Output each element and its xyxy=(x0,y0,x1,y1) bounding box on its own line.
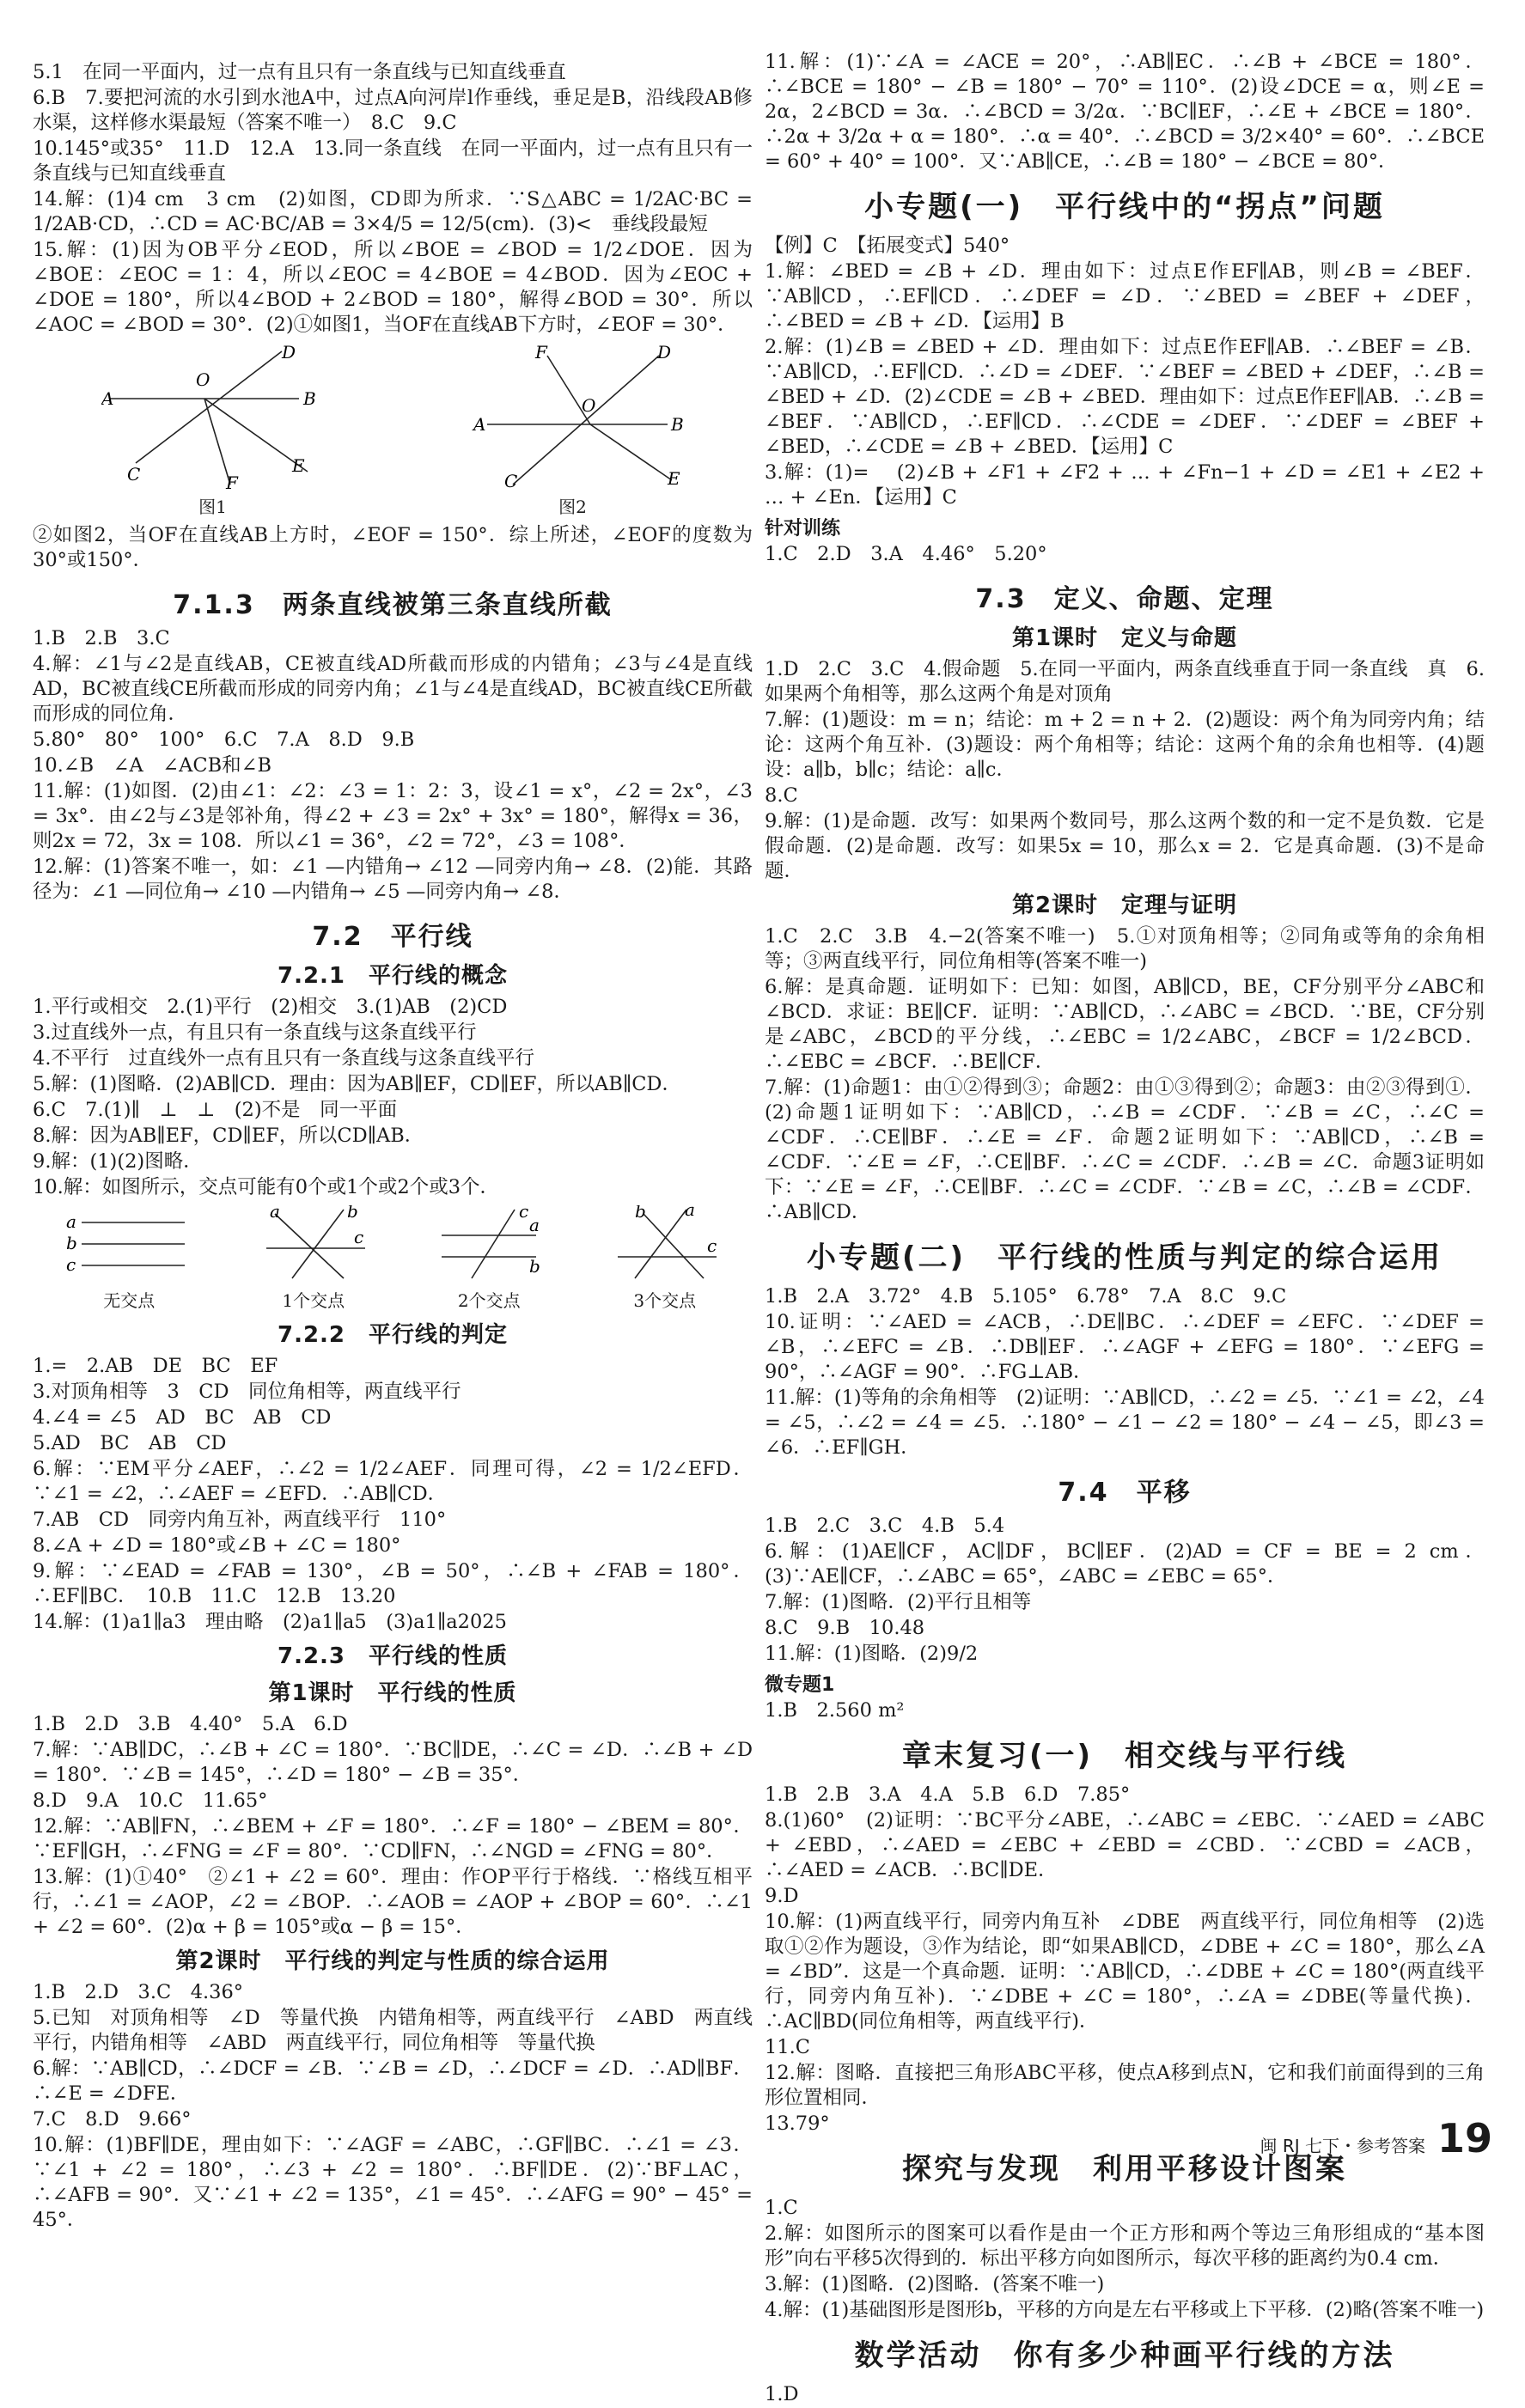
subsection-heading-7-2-1: 7.2.1 平行线的概念 xyxy=(277,963,509,989)
answer-line: 6.解：(1)AE∥CF，AC∥DF，BC∥EF．(2)AD = CF = BE = 2 cm．(3)∵AE∥CF，∴∠ABC = 65°，∠ABC = ∠EBC = 65°． xyxy=(765,1540,1485,1588)
answer-line: 9.解：(1)(2)图略． xyxy=(33,1150,203,1173)
answer-line: 1.C xyxy=(765,2197,798,2219)
answers-block-5 xyxy=(33,1354,753,1635)
figure-no-intersection xyxy=(64,1205,193,1312)
answer-line: 4.∠4 = ∠5 AD BC AB CD xyxy=(33,1406,332,1429)
answer-line: 5.AD BC AB CD xyxy=(33,1432,227,1454)
lesson-heading: 第1课时 平行线的性质 xyxy=(268,1680,517,1706)
answer-line: 5.已知 对顶角相等 ∠D 等量代换 内错角相等，两直线平行 ∠ABD 两直线平行，内错角相等 ∠ABD 两直线平行，同位角相等 等量代换 xyxy=(33,2007,753,2054)
answer-line: 3.对顶角相等 3 CD 同位角相等，两直线平行 xyxy=(33,1381,461,1403)
answer-line: 1.C 2.D 3.A 4.46° 5.20° xyxy=(765,543,1047,565)
page-footer xyxy=(1260,2115,1492,2161)
answer-line: 9.D xyxy=(765,1885,799,1907)
svg-text:B: B xyxy=(670,414,684,435)
answer-line: 1.B 2.D 3.C 4.36° xyxy=(33,1981,244,2003)
answer-line: 11.C xyxy=(765,2036,810,2058)
figure-2-caption: 图2 xyxy=(558,497,587,517)
answer-line: 7.解：(1)命题1：由①②得到③；命题2：由①③得到②；命题3：由②③得到①．(2)命题1证明如下：∵AB∥CD，∴∠B = ∠CDF．∵∠B = ∠C，∴∠C = ∠CDF．∴CE∥BF．∴∠E = ∠F．命题2证明如下：∵AB∥CD，∴∠B = ∠CDF．∵∠E = ∠F，∴CE∥BF．∴∠C = ∠CDF．∴∠B = ∠C．命题3证明如下：∵∠E = ∠F，∴CE∥BF．∴∠C = ∠CDF．∵∠B = ∠C，∴∠B = ∠CDF．∴AB∥CD． xyxy=(765,1076,1485,1223)
answer-line: 10.解：(1)BF∥DE，理由如下：∵∠AGF = ∠ABC，∴GF∥BC．∴∠1 = ∠3．∵∠1 + ∠2 = 180°，∴∠3 + ∠2 = 180°．∴BF∥DE．(2)∵BF⊥AC，∴∠AFB = 90°．又∵∠1 + ∠2 = 135°，∠1 = 45°．∴∠AFG = 90° − 45° = 45°． xyxy=(33,2134,753,2231)
answers-block-r2 xyxy=(765,234,1485,510)
svg-text:O: O xyxy=(581,395,595,416)
svg-text:F: F xyxy=(225,472,238,489)
svg-text:a: a xyxy=(66,1211,77,1232)
svg-text:A: A xyxy=(101,388,113,409)
answer-line: 11.解：(1)∵∠A = ∠ACE = 20°，∴AB∥EC．∴∠B + ∠BCE = 180°．∴∠BCE = 180° − ∠B = 180° − 70° = 110°．(2)设∠DCE = α，则∠E = 2α，2∠BCD = 3α．∴∠BCD = 3/2α．∵BC∥EF，∴∠E + ∠BCE = 180°．∴2α + 3/2α + α = 180°．∴α = 40°．∴∠BCD = 3/2×40° = 60°．∴∠BCE = 60° + 40° = 100°．又∵AB∥CE，∴∠B = 180° − ∠BCE = 80°． xyxy=(765,51,1485,173)
answer-line: 12.解：(1)答案不唯一，如：∠1 —内错角→ ∠12 —同旁内角→ ∠8．(2)能．其路径为：∠1 —同位角→ ∠10 —内错角→ ∠5 —同旁内角→ ∠8． xyxy=(33,856,753,903)
intersection-label: 1个交点 xyxy=(282,1290,345,1311)
answer-line: 3.解：(1)图略．(2)图略．(答案不唯一) xyxy=(765,2273,1105,2295)
lesson-heading: 第1课时 定义与命题 xyxy=(1011,625,1238,651)
right-column xyxy=(765,50,1485,2408)
answer-line: 1.B 2.A 3.72° 4.B 5.105° 6.78° 7.A 8.C 9.C xyxy=(765,1285,1287,1308)
micro-topic-heading: 微专题1 xyxy=(765,1674,835,1696)
answer-line: 12.解：图略．直接把三角形ABC平移，使点A移到点N，它和我们前面得到的三角形位置相同． xyxy=(765,2062,1485,2109)
figure-2 xyxy=(461,343,685,518)
answer-line: 1.B 2.B 3.C xyxy=(33,627,170,649)
answers-block-r10 xyxy=(765,2196,1485,2323)
topic-heading-1: 小专题(一) 平行线中的“拐点”问题 xyxy=(864,190,1385,224)
answer-line: 2.解：如图所示的图案可以看作是由一个正方形和两个等边三角形组成的“基本图形”向右平移5次得到的．标出平移方向如图所示，每次平移的距离约为0.4 cm． xyxy=(765,2222,1485,2270)
svg-text:c: c xyxy=(706,1235,717,1256)
answers-block-6 xyxy=(33,1712,753,1940)
answer-line: 14.解：(1)4 cm 3 cm (2)如图，CD即为所求．∵S△ABC = 1/2AC·BC = 1/2AB·CD，∴CD = AC·BC/AB = 3×4/5 = 12/5(cm)．(3)< 垂线段最短 xyxy=(33,188,753,235)
answer-line: 8.D 9.A 10.C 11.65° xyxy=(33,1789,268,1812)
subsection-heading-7-2-2: 7.2.2 平行线的判定 xyxy=(277,1322,509,1348)
answer-line: 6.B 7.要把河流的水引到水池A中，过点A向河岸l作垂线，垂足是B，沿线段AB修水渠，这样修水渠最短（答案不唯一） 8.C 9.C xyxy=(33,87,753,134)
answer-line: 1.B 2.B 3.A 4.A 5.B 6.D 7.85° xyxy=(765,1783,1131,1806)
answers-block-r6 xyxy=(765,1284,1485,1460)
svg-text:E: E xyxy=(667,468,680,489)
intersection-label: 3个交点 xyxy=(633,1290,697,1311)
answer-line: 9.解：(1)是命题．改写：如果两个数同号，那么这两个数的和一定不是负数．它是假命题．(2)是命题．改写：如果5x = 10，那么x = 2．它是真命题．(3)不是命题． xyxy=(765,810,1485,882)
answer-line: 10.解：(1)两直线平行，同旁内角互补 ∠DBE 两直线平行，同位角相等 (2)选取①②作为题设，③作为结论，即“如果AB∥CD，∠DBE + ∠C = 180°，那么∠A = ∠BD”．这是一个真命题．证明：∵AB∥CD，∴∠DBE + ∠C = 180°(两直线平行，同旁内角互补)．∵∠DBE + ∠C = 180°，∴∠A = ∠DBE(等量代换)．∴AC∥BD(同位角相等，两直线平行)． xyxy=(765,1911,1485,2033)
answer-line: 13.79° xyxy=(765,2112,830,2135)
answer-line: 10.证明：∵∠AED = ∠ACB，∴DE∥BC．∴∠DEF = ∠EFC．∵∠DEF = ∠B，∴∠EFC = ∠B．∴DB∥EF．∴∠AGF + ∠EFG = 180°．∵∠EFG = 90°，∴∠AGF = 90°．∴FG⊥AB． xyxy=(765,1311,1485,1383)
explore-heading: 探究与发现 利用平移设计图案 xyxy=(902,2152,1347,2186)
svg-text:a: a xyxy=(269,1205,280,1222)
figure-1 xyxy=(101,343,325,518)
answer-line: 8.C xyxy=(765,784,798,807)
answer-line: 8.∠A + ∠D = 180°或∠B + ∠C = 180° xyxy=(33,1534,401,1557)
answer-line: 11.解：(1)如图．(2)由∠1：∠2：∠3 = 1：2：3，设∠1 = x°，∠2 = 2x°，∠3 = 3x°．由∠2与∠3是邻补角，得∠2 + ∠3 = 2x° + 3x° = 180°，解得x = 36，则2x = 72，3x = 108．所以∠1 = 36°，∠2 = 72°，∠3 = 108°． xyxy=(33,780,753,852)
answers-block-r9 xyxy=(765,1783,1485,2137)
svg-text:A: A xyxy=(473,414,485,435)
left-column xyxy=(33,60,753,2234)
activity-heading: 数学活动 你有多少种画平行线的方法 xyxy=(854,2338,1395,2373)
svg-text:b: b xyxy=(634,1205,646,1222)
answer-line: 15.解：(1)因为OB平分∠EOD，所以∠BOE = ∠BOD = 1/2∠DOE．因为∠BOE：∠EOC = 1：4，所以∠EOC = 4∠BOE = 4∠BOD．因为∠EOC + ∠DOE = 180°，所以4∠BOD + 2∠BOD = 180°，解得∠BOD = 30°．所以∠AOC = ∠BOD = 30°．(2)①如图1，当OF在直线AB下方时，∠EOF = 30°． xyxy=(33,239,753,336)
answer-line: 1.D xyxy=(765,2383,799,2405)
svg-text:a: a xyxy=(684,1205,695,1220)
figure-three-intersections xyxy=(609,1205,721,1312)
answer-line: 7.C 8.D 9.66° xyxy=(33,2108,192,2131)
answer-line: 5.1 在同一平面内，过一点有且只有一条直线与已知直线垂直 xyxy=(33,61,566,83)
chapter-review-heading: 章末复习(一) 相交线与平行线 xyxy=(901,1739,1348,1773)
answer-line: 2.解：(1)∠B = ∠BED + ∠D．理由如下：过点E作EF∥AB．∴∠BEF = ∠B．∵AB∥CD，∴EF∥CD．∴∠D = ∠DEF．∵∠BEF = ∠BED + ∠DEF，∴∠B = ∠BED + ∠D．(2)∠CDE = ∠B + ∠BED．理由如下：过点E作EF∥AB．∴∠B = ∠BEF．∵AB∥CD，∴EF∥CD．∴∠CDE = ∠DEF．∵∠DEF = ∠BEF + ∠BED，∴∠CDE = ∠B + ∠BED．【运用】C xyxy=(765,336,1485,458)
answer-line: 7.AB CD 同旁内角互补，两直线平行 110° xyxy=(33,1509,447,1531)
svg-text:C: C xyxy=(126,464,140,485)
svg-text:b: b xyxy=(346,1205,358,1222)
svg-text:D: D xyxy=(656,343,671,363)
lesson-heading: 第2课时 定理与证明 xyxy=(1011,893,1238,918)
answer-line: 9.解：∵∠EAD = ∠FAB = 130°，∠B = 50°，∴∠B + ∠FAB = 180°．∴EF∥BC． 10.B 11.C 12.B 13.20 xyxy=(33,1560,753,1607)
answer-line: 4.不平行 过直线外一点有且只有一条直线与这条直线平行 xyxy=(33,1047,534,1070)
svg-text:a: a xyxy=(529,1215,540,1235)
drill-heading: 针对训练 xyxy=(765,518,841,540)
subsection-heading-7-2-3: 7.2.3 平行线的性质 xyxy=(277,1643,509,1669)
footer-label: 闽 RJ 七下・参考答案 xyxy=(1260,2136,1425,2156)
figure-1-caption: 图1 xyxy=(198,497,227,517)
answer-line: 1.C 2.C 3.B 4.−2(答案不唯一) 5.①对顶角相等；②同角或等角的余角相等；③两直线平行，同位角相等(答案不唯一) xyxy=(765,925,1485,972)
svg-text:b: b xyxy=(529,1256,541,1277)
section-heading-7-2: 7.2 平行线 xyxy=(312,922,473,952)
svg-text:D: D xyxy=(281,343,296,363)
answer-line: 8.解：因为AB∥EF，CD∥EF，所以CD∥AB． xyxy=(33,1125,424,1147)
section-heading-7-4: 7.4 平移 xyxy=(1058,1478,1192,1508)
answer-line: 1.B 2.C 3.C 4.B 5.4 xyxy=(765,1515,1005,1537)
answer-line: 1.D 2.C 3.C 4.假命题 5.在同一平面内，两条直线垂直于同一条直线 真 6.如果两个角相等，那么这两个角是对顶角 xyxy=(765,658,1485,705)
answer-line: 4.解：∠1与∠2是直线AB，CE被直线AD所截而形成的内错角；∠3与∠4是直线AD，BC被直线CE所截而形成的同旁内角；∠1与∠4是直线AD，BC被直线CE所截而形成的同位角． xyxy=(33,653,753,725)
answer-line: 1.B 2.560 m² xyxy=(765,1699,905,1722)
answer-line: 6.解：是真命题．证明如下：已知：如图，AB∥CD，BE，CF分别平分∠ABC和∠BCD．求证：BE∥CF．证明：∵AB∥CD，∴∠ABC = ∠BCD．∵BE，CF分别是∠ABC，∠BCD的平分线，∴∠EBC = 1/2∠ABC，∠BCF = 1/2∠BCD．∴∠EBC = ∠BCF．∴BE∥CF． xyxy=(765,976,1485,1073)
figure-one-intersection xyxy=(258,1205,369,1312)
answer-line: 5.80° 80° 100° 6.C 7.A 8.D 9.B xyxy=(33,728,415,751)
answer-line: 【例】C 【拓展变式】540° xyxy=(765,235,1010,257)
intersection-figures xyxy=(33,1205,753,1312)
section-heading-7-3: 7.3 定义、命题、定理 xyxy=(975,584,1274,614)
answer-line: 7.解：(1)题设：m = n；结论：m + 2 = n + 2．(2)题设：两个角为同旁内角；结论：这两个角互补．(3)题设：两个角相等；结论：这两个角的余角也相等．(4)题设：a∥b，b∥c；结论：a∥c． xyxy=(765,709,1485,781)
answer-line: 7.解：∵AB∥DC，∴∠B + ∠C = 180°．∵BC∥DE，∴∠C = ∠D．∴∠B + ∠D = 180°．∵∠B = 145°，∴∠D = 180° − ∠B = 35°． xyxy=(33,1739,753,1786)
svg-text:E: E xyxy=(291,455,305,476)
answers-block-4 xyxy=(33,995,753,1200)
answer-line: 13.解：(1)①40° ②∠1 + ∠2 = 60°．理由：作OP平行于格线．∵格线互相平行，∴∠1 = ∠AOP，∠2 = ∠BOP．∴∠AOB = ∠AOP + ∠BOP = 60°．∴∠1 + ∠2 = 60°．(2)α + β = 105°或α − β = 15°． xyxy=(33,1866,753,1938)
answer-line: 1.平行或相交 2.(1)平行 (2)相交 3.(1)AB (2)CD xyxy=(33,996,508,1018)
page-number: 19 xyxy=(1437,2115,1492,2161)
answer-line: 1.B 2.D 3.B 4.40° 5.A 6.D xyxy=(33,1713,348,1735)
intersection-label: 无交点 xyxy=(103,1290,156,1311)
answer-line: 3.过直线外一点，有且只有一条直线与这条直线平行 xyxy=(33,1021,477,1044)
answer-line: 12.解：∵AB∥FN，∴∠BEM + ∠F = 180°．∴∠F = 180° − ∠BEM = 80°．∵EF∥GH，∴∠FNG = ∠F = 80°．∵CD∥FN，∴∠NGD = ∠FNG = 80°． xyxy=(33,1815,753,1862)
answer-line: 6.C 7.(1)∥ ⊥ ⊥ (2)不是 同一平面 xyxy=(33,1099,398,1121)
answer-line: 3.解：(1)= (2)∠B + ∠F1 + ∠F2 + … + ∠Fn−1 + ∠D = ∠E1 + ∠E2 + … + ∠En．【运用】C xyxy=(765,461,1485,509)
svg-text:c: c xyxy=(353,1227,363,1247)
intersection-label: 2个交点 xyxy=(457,1290,521,1311)
answer-line: 7.解：(1)图略．(2)平行且相等 xyxy=(765,1591,1032,1613)
lesson-heading: 第2课时 平行线的判定与性质的综合运用 xyxy=(175,1948,610,1974)
figure-2-diagram xyxy=(461,343,685,489)
answer-line: 4.解：(1)基础图形是图形b，平移的方向是左右平移或上下平移．(2)略(答案不唯一) xyxy=(765,2299,1485,2321)
svg-text:c: c xyxy=(519,1205,529,1222)
answers-block-r7 xyxy=(765,1514,1485,1667)
svg-text:c: c xyxy=(66,1254,76,1275)
answer-line: 1.= 2.AB DE BC EF xyxy=(33,1355,278,1377)
answer-line: 8.(1)60° (2)证明：∵BC平分∠ABE，∴∠ABC = ∠EBC．∵∠AED = ∠ABC + ∠EBD，∴∠AED = ∠EBC + ∠EBD = ∠CBD．∵∠CBD = ∠ACB，∴∠AED = ∠ACB．∴BC∥DE． xyxy=(765,1809,1485,1881)
answer-line: 6.解：∵AB∥CD，∴∠DCF = ∠B．∵∠B = ∠D，∴∠DCF = ∠D．∴AD∥BF．∴∠E = ∠DFE． xyxy=(33,2057,753,2105)
answers-block-7 xyxy=(33,1980,753,2233)
answer-line: 5.解：(1)图略．(2)AB∥CD．理由：因为AB∥EF，CD∥EF，所以AB∥CD． xyxy=(33,1073,681,1095)
answers-block-3 xyxy=(33,626,753,905)
svg-text:F: F xyxy=(534,343,547,363)
figure-1-diagram xyxy=(101,343,325,489)
answer-line: 1.解：∠BED = ∠B + ∠D．理由如下：过点E作EF∥AB，则∠B = ∠BEF．∵AB∥CD，∴EF∥CD．∴∠DEF = ∠D．∵∠BED = ∠BEF + ∠DEF，∴∠BED = ∠B + ∠D．【运用】B xyxy=(765,260,1485,332)
answer-line: ②如图2，当OF在直线AB上方时，∠EOF = 150°．综上所述，∠EOF的度数为30°或150°． xyxy=(33,524,753,571)
answer-line: 6.解：∵EM平分∠AEF，∴∠2 = 1/2∠AEF．同理可得，∠2 = 1/2∠EFD．∵∠1 = ∠2，∴∠AEF = ∠EFD．∴AB∥CD． xyxy=(33,1458,753,1505)
answer-line: 8.C 9.B 10.48 xyxy=(765,1617,925,1639)
topic-heading-2: 小专题(二) 平行线的性质与判定的综合运用 xyxy=(806,1241,1443,1275)
svg-text:O: O xyxy=(195,369,210,390)
answers-block-r4 xyxy=(765,657,1485,884)
angle-figures xyxy=(33,343,753,518)
figure-two-intersections xyxy=(433,1205,545,1312)
answer-line: 10.解：如图所示，交点可能有0个或1个或2个或3个． xyxy=(33,1176,500,1198)
answers-block-1 xyxy=(33,60,753,338)
svg-text:b: b xyxy=(66,1233,78,1253)
answer-line: 14.解：(1)a1∥a3 理由略 (2)a1∥a5 (3)a1∥a2025 xyxy=(33,1611,507,1633)
answer-line: 10.145°或35° 11.D 12.A 13.同一条直线 在同一平面内，过一点有且只有一条直线与已知直线垂直 xyxy=(33,137,753,185)
answer-line: 11.解：(1)图略．(2)9/2 xyxy=(765,1643,979,1665)
section-heading-7-1-3: 7.1.3 两条直线被第三条直线所截 xyxy=(173,590,613,620)
answers-block-r5 xyxy=(765,924,1485,1225)
answer-line: 11.解：(1)等角的余角相等 (2)证明：∵AB∥CD，∴∠2 = ∠5．∵∠1 = ∠2，∠4 = ∠5，∴∠2 = ∠4 = ∠5．∴180° − ∠1 − ∠2 = 180° − ∠4 − ∠5，即∠3 = ∠6．∴EF∥GH． xyxy=(765,1387,1485,1459)
svg-text:C: C xyxy=(503,471,517,489)
answer-line: 10.∠B ∠A ∠ACB和∠B xyxy=(33,754,272,777)
svg-text:B: B xyxy=(302,388,316,409)
